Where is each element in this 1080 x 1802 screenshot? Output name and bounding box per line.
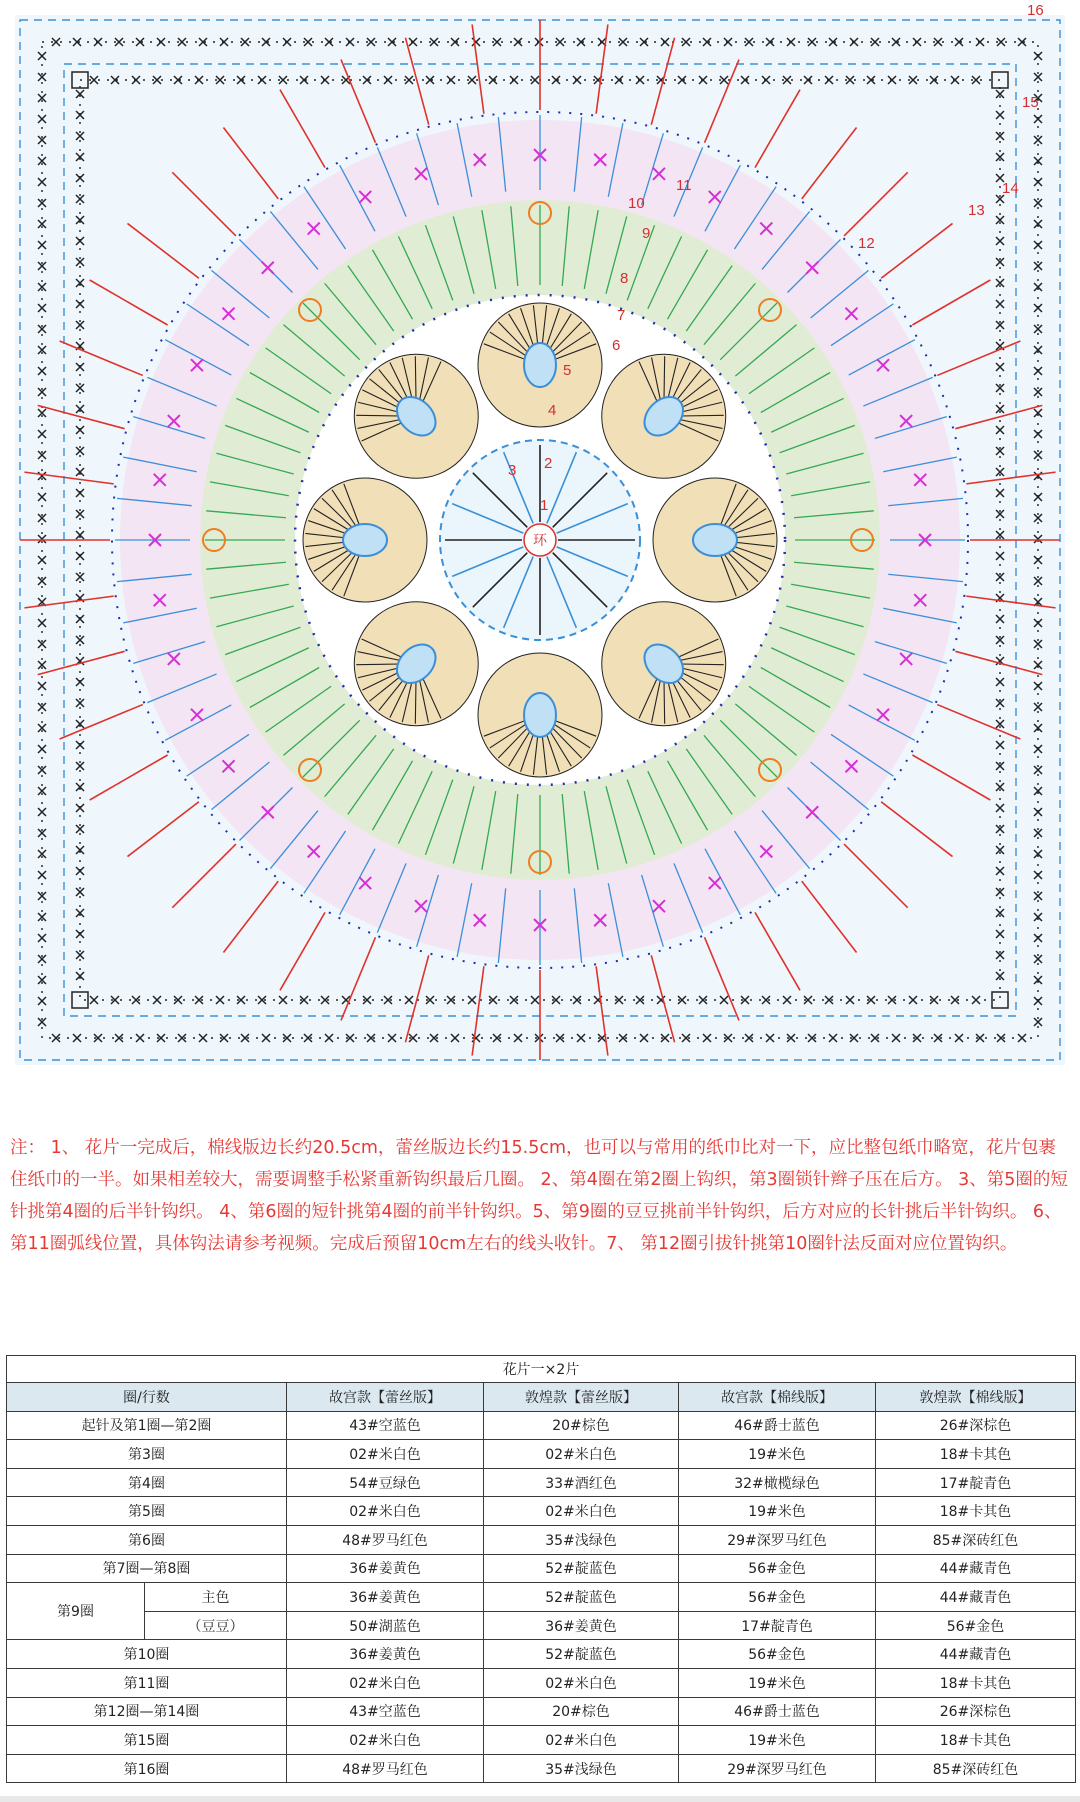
round-number-label: 12 (858, 235, 875, 252)
table-cell: 19#米色 (679, 1668, 876, 1697)
table-row (7, 1440, 1076, 1469)
table-cell: 18#卡其色 (876, 1440, 1076, 1469)
table-cell: 02#米白色 (484, 1668, 679, 1697)
table-row (7, 1611, 1076, 1640)
table-row (7, 1468, 1076, 1497)
row-label: 第6圈 (7, 1525, 287, 1554)
popcorn-stitch (693, 524, 737, 556)
notes-section (10, 1132, 1070, 1260)
table-cell: 02#米白色 (287, 1440, 484, 1469)
table-cell: 36#姜黄色 (287, 1583, 484, 1612)
table-cell: 02#米白色 (484, 1497, 679, 1526)
table-cell: 44#藏青色 (876, 1554, 1076, 1583)
round-number-label: 9 (642, 225, 651, 242)
row-label: 第15圈 (7, 1726, 287, 1755)
row-label: 第5圈 (7, 1497, 287, 1526)
round-number-label: 14 (1002, 180, 1019, 197)
table-cell: 54#豆绿色 (287, 1468, 484, 1497)
table-cell: 20#棕色 (484, 1411, 679, 1440)
table-cell: 18#卡其色 (876, 1497, 1076, 1526)
table-title-row (7, 1356, 1076, 1383)
row-label: 第3圈 (7, 1440, 287, 1469)
table-cell: 43#空蓝色 (287, 1697, 484, 1726)
table-cell: 35#浅绿色 (484, 1754, 679, 1783)
table-row (7, 1497, 1076, 1526)
table-cell: 29#深罗马红色 (679, 1525, 876, 1554)
round-number-label: 6 (612, 337, 621, 354)
table-cell: 18#卡其色 (876, 1726, 1076, 1755)
table-cell: 02#米白色 (287, 1497, 484, 1526)
table-cell: 02#米白色 (287, 1668, 484, 1697)
table-cell: 36#姜黄色 (484, 1611, 679, 1640)
round-number-label: 11 (676, 177, 692, 194)
popcorn-stitch (524, 343, 556, 387)
round-number-label: 1 (540, 497, 549, 514)
table-cell: 02#米白色 (484, 1726, 679, 1755)
table-row (7, 1525, 1076, 1554)
popcorn-stitch (343, 524, 387, 556)
round-number-label: 8 (620, 270, 629, 287)
row-label: 第9圈 (7, 1583, 145, 1640)
table-cell: 36#姜黄色 (287, 1554, 484, 1583)
center-ring-label: 环 (533, 533, 547, 549)
row-label: 起针及第1圈—第2圈 (7, 1411, 287, 1440)
table-row (7, 1754, 1076, 1783)
round-number-label: 13 (968, 202, 985, 219)
row-label: 第11圈 (7, 1668, 287, 1697)
column-header: 故宫款【棉线版】 (679, 1383, 876, 1412)
table-cell: 56#金色 (679, 1583, 876, 1612)
table-cell: 46#爵士蓝色 (679, 1411, 876, 1440)
table-cell: 56#金色 (876, 1611, 1076, 1640)
row-sublabel: （豆豆） (145, 1611, 287, 1640)
round-number-label: 7 (617, 307, 626, 324)
column-header: 圈/行数 (7, 1383, 287, 1412)
table-title: 花片一×2片 (7, 1356, 1076, 1383)
table-row (7, 1668, 1076, 1697)
table-cell: 44#藏青色 (876, 1640, 1076, 1669)
popcorn-stitch (524, 693, 556, 737)
table-row (7, 1697, 1076, 1726)
row-sublabel: 主色 (145, 1583, 287, 1612)
table-cell: 52#靛蓝色 (484, 1554, 679, 1583)
column-header: 敦煌款【蕾丝版】 (484, 1383, 679, 1412)
round-number-label: 15 (1022, 94, 1039, 111)
row-label: 第12圈—第14圈 (7, 1697, 287, 1726)
table-cell: 17#靛青色 (679, 1611, 876, 1640)
table-cell: 26#深棕色 (876, 1411, 1076, 1440)
table-cell: 02#米白色 (287, 1726, 484, 1755)
table-cell: 02#米白色 (484, 1440, 679, 1469)
color-table (6, 1355, 1076, 1783)
yarn-color-table (6, 1355, 1075, 1783)
table-cell: 18#卡其色 (876, 1668, 1076, 1697)
table-row (7, 1726, 1076, 1755)
table-row (7, 1411, 1076, 1440)
table-cell: 43#空蓝色 (287, 1411, 484, 1440)
notes-text: 注： 1、 花片一完成后，棉线版边长约20.5cm，蕾丝版边长约15.5cm，也可以与常用的纸巾比对一下，应比整包纸巾略宽，花片包裹住纸巾的一半。如果相差较大，需要调整手松紧重新钩织最后几圈。 2、第4圈在第2圈上钩织，第3圈锁针辫子压在后方。 3、第5圈的短针挑第4圈的后半针钩织。 4、第6圈的短针挑第4圈的前半针钩织。5、第9圈的豆豆挑前半针钩织，后方对应的长针挑后半针钩织。 6、第11圈弧线位置，具体钩法请参考视频。完成后预留10cm左右的线头收针。7、 第12圈引拔针挑第10圈针法反面对应位置钩织。 (10, 1138, 1068, 1254)
table-cell: 19#米色 (679, 1440, 876, 1469)
round-number-label: 10 (628, 195, 645, 212)
table-row (7, 1583, 1076, 1612)
table-cell: 19#米色 (679, 1726, 876, 1755)
round-number-label: 2 (544, 455, 553, 472)
table-cell: 36#姜黄色 (287, 1640, 484, 1669)
table-cell: 32#橄榄绿色 (679, 1468, 876, 1497)
table-cell: 26#深棕色 (876, 1697, 1076, 1726)
table-row (7, 1640, 1076, 1669)
table-cell: 33#酒红色 (484, 1468, 679, 1497)
table-cell: 52#靛蓝色 (484, 1640, 679, 1669)
table-row (7, 1554, 1076, 1583)
table-cell: 20#棕色 (484, 1697, 679, 1726)
table-cell: 85#深砖红色 (876, 1754, 1076, 1783)
round-number-label: 5 (563, 362, 572, 379)
table-cell: 46#爵士蓝色 (679, 1697, 876, 1726)
table-cell: 85#深砖红色 (876, 1525, 1076, 1554)
row-label: 第10圈 (7, 1640, 287, 1669)
table-cell: 48#罗马红色 (287, 1754, 484, 1783)
round-number-label: 16 (1027, 2, 1044, 19)
row-label: 第4圈 (7, 1468, 287, 1497)
row-label: 第7圈—第8圈 (7, 1554, 287, 1583)
table-cell: 50#湖蓝色 (287, 1611, 484, 1640)
table-cell: 56#金色 (679, 1640, 876, 1669)
table-cell: 52#靛蓝色 (484, 1583, 679, 1612)
bottom-bar (0, 1796, 1080, 1802)
table-cell: 44#藏青色 (876, 1583, 1076, 1612)
row-label: 第16圈 (7, 1754, 287, 1783)
column-header: 故宫款【蕾丝版】 (287, 1383, 484, 1412)
table-cell: 19#米色 (679, 1497, 876, 1526)
table-header-row (7, 1383, 1076, 1412)
round-number-label: 4 (548, 402, 557, 419)
round-number-label: 3 (508, 462, 517, 479)
table-cell: 56#金色 (679, 1554, 876, 1583)
table-cell: 29#深罗马红色 (679, 1754, 876, 1783)
column-header: 敦煌款【棉线版】 (876, 1383, 1076, 1412)
table-cell: 35#浅绿色 (484, 1525, 679, 1554)
table-cell: 48#罗马红色 (287, 1525, 484, 1554)
table-cell: 17#靛青色 (876, 1468, 1076, 1497)
